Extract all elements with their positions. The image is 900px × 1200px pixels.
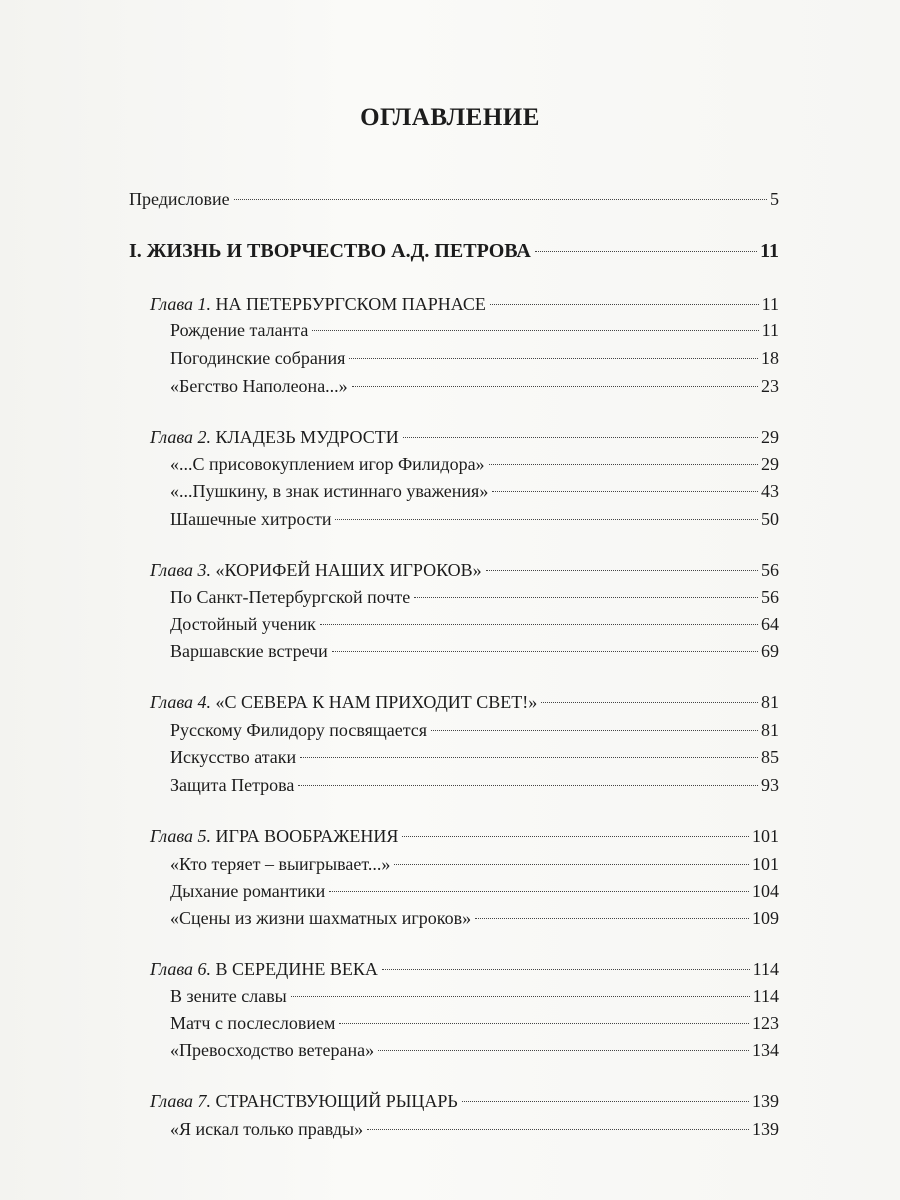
page-number: 50 (761, 509, 779, 529)
toc-entry-label (170, 451, 485, 477)
toc-entry-label (170, 345, 345, 371)
entry-title: НА ПЕТЕРБУРГСКОМ ПАРНАСЕ (215, 294, 486, 314)
dot-leader (382, 969, 750, 970)
dot-leader (535, 251, 757, 252)
toc-chapter-entry (150, 956, 779, 982)
entry-title: «Кто теряет – выигрывает...» (170, 854, 391, 874)
dot-leader (291, 996, 750, 997)
entry-title: Искусство атаки (170, 747, 297, 767)
toc-subsection-entry (170, 1116, 779, 1142)
toc-subsection-entry (170, 506, 779, 532)
page-number: 101 (752, 826, 779, 846)
page-number: 11 (760, 240, 779, 262)
entry-title: «Сцены из жизни шахматных игроков» (170, 908, 472, 928)
toc-entry-label (170, 1010, 335, 1036)
dot-leader (367, 1129, 749, 1130)
dot-leader (394, 864, 749, 865)
dot-leader (349, 358, 758, 359)
page-number: 93 (761, 775, 779, 795)
dot-leader (298, 785, 758, 786)
dot-leader (402, 836, 749, 837)
toc-subsection-entry (170, 451, 779, 477)
entry-title: «Превосходство ветерана» (170, 1040, 375, 1060)
toc-entry-label (129, 238, 531, 264)
toc-entry-label (150, 557, 482, 583)
entry-title: Рождение таланта (170, 320, 309, 340)
chapter-number: Глава 2. (150, 427, 212, 447)
dot-leader (339, 1023, 749, 1024)
toc-subsection-entry (170, 345, 779, 371)
dot-leader (335, 519, 758, 520)
entry-title: ИГРА ВООБРАЖЕНИЯ (215, 826, 399, 846)
entry-title: «С СЕВЕРА К НАМ ПРИХОДИТ СВЕТ!» (215, 692, 538, 712)
dot-leader (431, 730, 758, 731)
toc-section-entry (129, 238, 779, 264)
toc-entry-label (170, 638, 328, 664)
page-number: 123 (752, 1013, 779, 1033)
toc-subsection-entry (170, 717, 779, 743)
entry-title: Матч с послесловием (170, 1013, 336, 1033)
toc-entry-label (150, 291, 486, 317)
page-number: 18 (761, 348, 779, 368)
page-number: 69 (761, 641, 779, 661)
page-number: 114 (752, 959, 779, 979)
entry-title: Предисловие (129, 189, 230, 209)
page-number: 85 (761, 747, 779, 767)
dot-leader (332, 651, 758, 652)
chapter-number: Глава 7. (150, 1091, 212, 1111)
toc-entry-label (170, 983, 287, 1009)
entry-title: «КОРИФЕЙ НАШИХ ИГРОКОВ» (215, 560, 482, 580)
toc-entry-label (170, 584, 410, 610)
toc-subsection-entry (170, 744, 779, 770)
toc-entry-label (170, 373, 348, 399)
page-number: 101 (752, 854, 779, 874)
entry-title: Варшавские встречи (170, 641, 328, 661)
page-number: 56 (761, 587, 779, 607)
dot-leader (300, 757, 758, 758)
toc-subsection-entry (170, 983, 779, 1009)
toc-entry-label (170, 905, 471, 931)
dot-leader (329, 891, 749, 892)
entry-title: Русскому Филидору посвящается (170, 720, 428, 740)
toc-chapter-entry (150, 1088, 779, 1114)
dot-leader (352, 386, 758, 387)
page-number: 114 (752, 986, 779, 1006)
toc-subsection-entry (170, 905, 779, 931)
dot-leader (320, 624, 758, 625)
toc-entry-label (150, 424, 399, 450)
toc-entry-label (170, 478, 488, 504)
dot-leader (490, 304, 759, 305)
dot-leader (489, 464, 758, 465)
page-number: 11 (761, 320, 779, 340)
dot-leader (403, 437, 758, 438)
toc-entry-label (170, 851, 390, 877)
chapter-number: Глава 6. (150, 959, 212, 979)
toc-entry-label (150, 689, 537, 715)
entry-title: Дыхание романтики (170, 881, 326, 901)
toc-chapter-entry (150, 557, 779, 583)
page-number: 81 (761, 720, 779, 740)
entry-title: «Я искал только правды» (170, 1119, 364, 1139)
page-number: 43 (761, 481, 779, 501)
toc-entry-label (170, 1116, 363, 1142)
page-number: 109 (752, 908, 779, 928)
dot-leader (541, 702, 758, 703)
dot-leader (475, 918, 749, 919)
dot-leader (462, 1101, 749, 1102)
page-number: 11 (761, 294, 779, 314)
toc-entry-label (170, 506, 331, 532)
toc-chapter-entry (150, 291, 779, 317)
toc-section-entry (129, 186, 779, 212)
toc-chapter-entry (150, 823, 779, 849)
toc-entry-label (150, 956, 378, 982)
toc-subsection-entry (170, 611, 779, 637)
page-number: 139 (752, 1119, 779, 1139)
entry-title: Шашечные хитрости (170, 509, 332, 529)
toc-subsection-entry (170, 851, 779, 877)
entry-title: «Бегство Наполеона...» (170, 376, 348, 396)
entry-title: КЛАДЕЗЬ МУДРОСТИ (215, 427, 399, 447)
page-number: 104 (752, 881, 779, 901)
chapter-number: Глава 4. (150, 692, 212, 712)
toc-entry-label (170, 744, 296, 770)
toc-entry-label (170, 878, 325, 904)
toc-title: ОГЛАВЛЕНИЕ (360, 104, 540, 131)
chapter-number: Глава 5. (150, 826, 212, 846)
entry-title: По Санкт-Петербургской почте (170, 587, 411, 607)
dot-leader (486, 570, 758, 571)
toc-subsection-entry (170, 638, 779, 664)
chapter-number: Глава 3. (150, 560, 212, 580)
page-number: 56 (761, 560, 779, 580)
toc-subsection-entry (170, 878, 779, 904)
page-number: 64 (761, 614, 779, 634)
dot-leader (378, 1050, 749, 1051)
toc-subsection-entry (170, 317, 779, 343)
page-number: 134 (752, 1040, 779, 1060)
page-number: 81 (761, 692, 779, 712)
toc-entry-label (170, 1037, 374, 1063)
toc-subsection-entry (170, 1037, 779, 1063)
toc-subsection-entry (170, 373, 779, 399)
toc-subsection-entry (170, 584, 779, 610)
page-number: 29 (761, 454, 779, 474)
entry-title: «...Пушкину, в знак истиннаго уважения» (170, 481, 489, 501)
page-number: 5 (770, 189, 779, 209)
entry-title: Защита Петрова (170, 775, 295, 795)
entry-title: В зените славы (170, 986, 287, 1006)
toc-entry-label (170, 611, 316, 637)
toc-entry-label (129, 186, 230, 212)
entry-title: Погодинские собрания (170, 348, 346, 368)
entry-title: СТРАНСТВУЮЩИЙ РЫЦАРЬ (215, 1091, 458, 1111)
toc-entry-label (150, 823, 398, 849)
toc-chapter-entry (150, 689, 779, 715)
page-number: 139 (752, 1091, 779, 1111)
toc-entry-label (170, 772, 294, 798)
dot-leader (312, 330, 758, 331)
entry-title: В СЕРЕДИНЕ ВЕКА (215, 959, 378, 979)
entry-title: I. ЖИЗНЬ И ТВОРЧЕСТВО А.Д. ПЕТРОВА (129, 240, 531, 262)
toc-subsection-entry (170, 1010, 779, 1036)
dot-leader (492, 491, 758, 492)
chapter-number: Глава 1. (150, 294, 212, 314)
toc-entry-label (150, 1088, 458, 1114)
dot-leader (234, 199, 767, 200)
dot-leader (414, 597, 758, 598)
toc-entry-label (170, 717, 427, 743)
toc-subsection-entry (170, 772, 779, 798)
page-number: 23 (761, 376, 779, 396)
page-number: 29 (761, 427, 779, 447)
entry-title: «...С присовокуплением игор Филидора» (170, 454, 485, 474)
toc-chapter-entry (150, 424, 779, 450)
entry-title: Достойный ученик (170, 614, 316, 634)
toc-entry-label (170, 317, 308, 343)
toc-subsection-entry (170, 478, 779, 504)
